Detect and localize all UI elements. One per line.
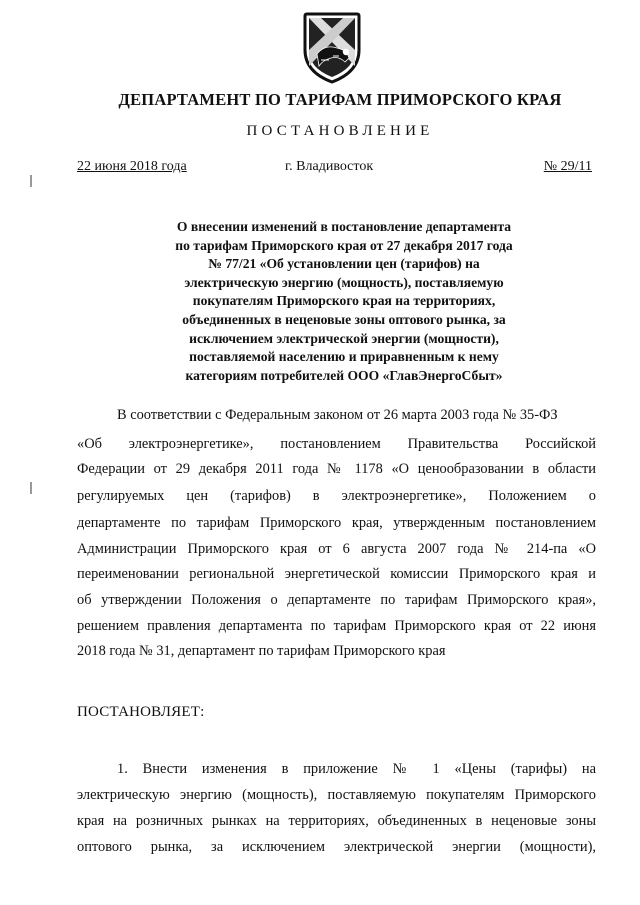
subject-line: О внесении изменений в постановление департамента — [176, 219, 512, 234]
preamble-line: В соответствии с Федеральным законом от 26 марта 2003 года № 35-ФЗ — [117, 407, 558, 423]
department-title: ДЕПАРТАМЕНТ ПО ТАРИФАМ ПРИМОРСКОГО КРАЯ — [118, 90, 562, 109]
subject-line: исключением электрической энергии (мощности), — [189, 330, 499, 346]
subject-line: объединенных в неценовые зоны оптового рынка, за — [182, 311, 506, 327]
document-city: г. Владивосток — [285, 159, 374, 174]
preamble-line: регулируемых цен (тарифов) в электроэнергетике», Положением о — [77, 488, 596, 504]
scan-mark — [30, 482, 32, 494]
subject-line: № 77/21 «Об установлении цен (тарифов) на — [208, 256, 480, 272]
item1-line: 1. Внести изменения в приложение № 1 «Цены (тарифы) на — [117, 761, 596, 777]
subject-line: категориям потребителей ООО «ГлавЭнергоСбыт» — [185, 367, 503, 383]
coat-of-arms-emblem — [299, 10, 365, 84]
document-type: ПОСТАНОВЛЕНИЕ — [246, 123, 434, 139]
document-number: № 29/11 — [543, 159, 592, 174]
document-date: 22 июня 2018 года — [77, 159, 187, 174]
subject-line: покупателям Приморского края на территориях, — [192, 293, 496, 309]
preamble-line: Администрации Приморского края от 6 августа 2007 года № 214-па «О — [77, 541, 596, 557]
resolves-label: ПОСТАНОВЛЯЕТ: — [77, 704, 205, 720]
preamble-line: об утверждении Положения о департаменте по тарифам Приморского края», — [77, 592, 596, 608]
preamble-line: департаменте по тарифам Приморского края, утвержденным постановлением — [77, 515, 596, 531]
preamble-line: переименовании региональной энергетической комиссии Приморского края и — [77, 566, 596, 582]
preamble-line: решением правления департамента по тарифам Приморского края от 22 июня — [77, 618, 596, 634]
preamble-line: 2018 года № 31, департамент по тарифам Приморского края — [77, 643, 446, 659]
item1-line: края на розничных рынках на территориях, объединенных в неценовые зоны — [77, 813, 596, 829]
subject-line: электрическую энергию (мощность), поставляемую — [184, 274, 504, 290]
document-subject — [120, 218, 568, 385]
subject-line: по тарифам Приморского края от 27 декабря 2017 года — [175, 237, 513, 253]
scan-mark — [30, 175, 32, 187]
preamble-line: Федерации от 29 декабря 2011 года № 1178 «О ценообразовании в области — [77, 461, 596, 477]
item1-line: электрическую энергию (мощность), поставляемую покупателям Приморского — [77, 787, 596, 803]
preamble-line: «Об электроэнергетике», постановлением Правительства Российской — [77, 436, 596, 452]
item1-line: оптового рынка, за исключением электрической энергии (мощности), — [77, 839, 596, 855]
subject-line: поставляемой населению и приравненным к нему — [189, 349, 499, 365]
